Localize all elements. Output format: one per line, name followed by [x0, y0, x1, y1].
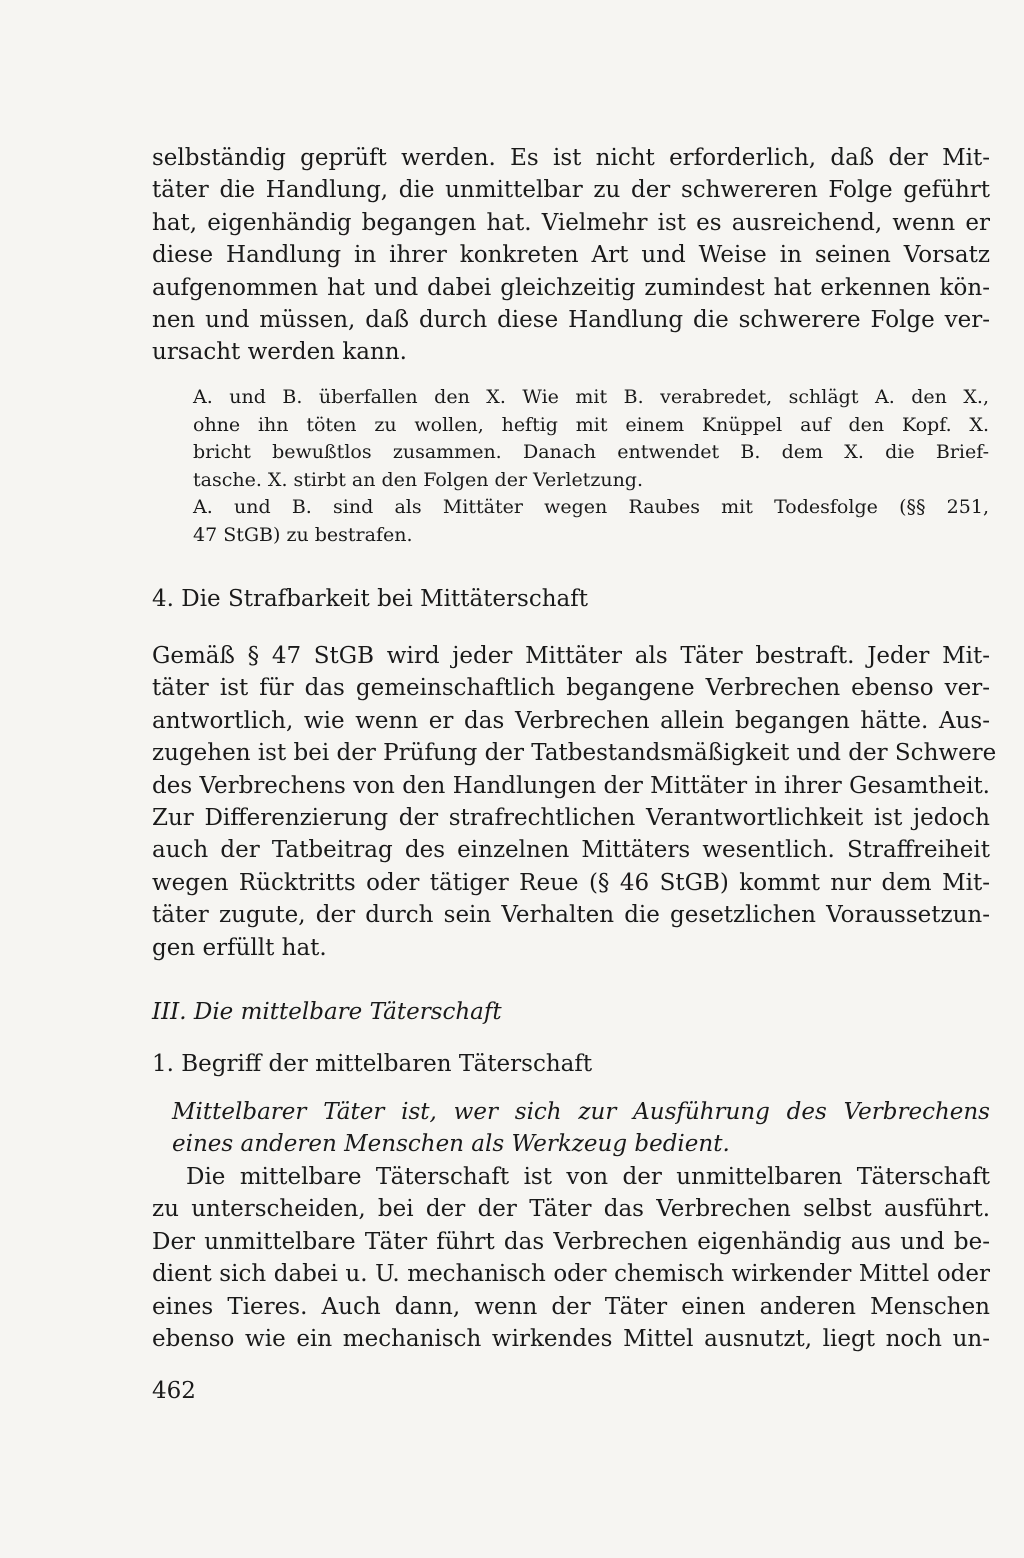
definition-line: Mittelbarer Täter ist, wer sich zur Ausführung des Verbrechens: [172, 1099, 990, 1125]
text-line: zu unterscheiden, bei der der Täter das Verbrechen selbst ausführt.: [152, 1196, 990, 1223]
example-line: 47 StGB) zu bestrafen.: [193, 523, 413, 546]
example-line: tasche. X. stirbt an den Folgen der Verletzung.: [193, 468, 644, 491]
text-line: eines Tieres. Auch dann, wenn der Täter einen anderen Menschen: [152, 1293, 990, 1320]
text-line: Der unmittelbare Täter führt das Verbrechen eigenhändig aus und be-: [152, 1228, 990, 1255]
section-4-paragraph: [152, 640, 997, 964]
text-line: selbständig geprüft werden. Es ist nicht erforderlich, daß der Mit-: [152, 145, 990, 171]
text-line: nen und müssen, daß durch diese Handlung die schwerere Folge ver-: [152, 307, 990, 334]
text-line: täter ist für das gemeinschaftlich begangene Verbrechen ebenso ver-: [152, 675, 990, 702]
example-conclusion: [193, 494, 989, 549]
paragraph-coperpetrator-consequence: [152, 142, 990, 369]
text-line: täter zugute, der durch sein Verhalten die gesetzlichen Voraussetzun-: [152, 902, 990, 929]
text-line: täter die Handlung, die unmittelbar zu der schwereren Folge geführt: [152, 177, 990, 204]
page-number: 462: [152, 1378, 196, 1404]
section-4-heading: 4. Die Strafbarkeit bei Mittäterschaft: [152, 586, 589, 612]
section-III-paragraph: [152, 1161, 990, 1355]
text-line: ebenso wie ein mechanisch wirkendes Mittel ausnutzt, liegt noch un-: [152, 1326, 990, 1353]
example-line: A. und B. sind als Mittäter wegen Raubes mit Todesfolge (§§ 251,: [193, 496, 989, 518]
definition-line: eines anderen Menschen als Werkzeug bedient.: [172, 1131, 730, 1158]
text-line: wegen Rücktritts oder tätiger Reue (§ 46 StGB) kommt nur dem Mit-: [152, 869, 990, 896]
text-line: zugehen ist bei der Prüfung der Tatbestandsmäßigkeit und der Schwere: [152, 740, 997, 767]
example-line: ohne ihn töten zu wollen, heftig mit einem Knüppel auf den Kopf. X.: [193, 413, 989, 436]
example-line: A. und B. überfallen den X. Wie mit B. verabredet, schlägt A. den X.,: [193, 386, 989, 408]
text-line: auch der Tatbeitrag des einzelnen Mittäters wesentlich. Straffreiheit: [152, 837, 990, 864]
text-line: Gemäß § 47 StGB wird jeder Mittäter als Täter bestraft. Jeder Mit-: [152, 643, 990, 669]
subsection-1-heading: 1. Begriff der mittelbaren Täterschaft: [152, 1051, 593, 1077]
example-line: bricht bewußtlos zusammen. Danach entwendet B. dem X. die Brief-: [193, 441, 989, 463]
text-line: antwortlich, wie wenn er das Verbrechen allein begangen hätte. Aus-: [152, 707, 990, 734]
text-line: hat, eigenhändig begangen hat. Vielmehr ist es ausreichend, wenn er: [152, 209, 990, 236]
text-line: ursacht werden kann.: [152, 339, 407, 366]
text-line: gen erfüllt hat.: [152, 934, 327, 961]
example-case: [193, 384, 989, 494]
text-line: dient sich dabei u. U. mechanisch oder chemisch wirkender Mittel oder: [152, 1261, 990, 1288]
text-line: des Verbrechens von den Handlungen der Mittäter in ihrer Gesamtheit.: [152, 772, 990, 799]
text-line: Zur Differenzierung der strafrechtlichen Verantwortlichkeit ist jedoch: [152, 805, 990, 832]
definition-text: [172, 1096, 990, 1161]
text-line: aufgenommen hat und dabei gleichzeitig zumindest hat erkennen kön-: [152, 274, 990, 301]
text-line: diese Handlung in ihrer konkreten Art und Weise in seinen Vorsatz: [152, 242, 990, 269]
text-line: Die mittelbare Täterschaft ist von der unmittelbaren Täterschaft: [186, 1164, 990, 1190]
section-III-heading: III. Die mittelbare Täterschaft: [152, 999, 502, 1025]
